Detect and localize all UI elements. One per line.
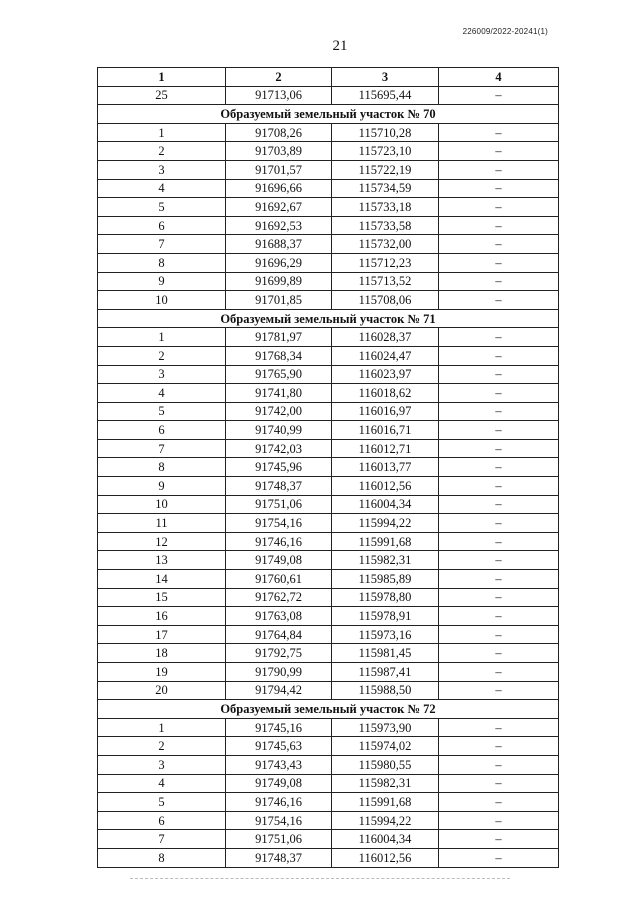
x-coordinate-cell: 91754,16 (226, 811, 332, 830)
x-coordinate-cell: 91740,99 (226, 421, 332, 440)
table-row (98, 532, 559, 551)
x-coordinate-cell: 91692,53 (226, 216, 332, 235)
column-4-cell: – (439, 235, 559, 254)
y-coordinate-cell: 115982,31 (332, 551, 439, 570)
point-number-cell: 14 (98, 570, 226, 589)
table-row (98, 495, 559, 514)
point-number-cell: 16 (98, 607, 226, 626)
y-coordinate-cell: 115991,68 (332, 532, 439, 551)
table-row (98, 123, 559, 142)
y-coordinate-cell: 116023,97 (332, 365, 439, 384)
point-number-cell: 7 (98, 830, 226, 849)
table-row (98, 514, 559, 533)
table-row (98, 644, 559, 663)
y-coordinate-cell: 116024,47 (332, 346, 439, 365)
y-coordinate-cell: 116012,56 (332, 477, 439, 496)
point-number-cell: 6 (98, 421, 226, 440)
column-4-cell: – (439, 216, 559, 235)
y-coordinate-cell: 115980,55 (332, 755, 439, 774)
x-coordinate-cell: 91746,16 (226, 793, 332, 812)
table-row (98, 848, 559, 867)
column-4-cell: – (439, 532, 559, 551)
y-coordinate-cell: 115722,19 (332, 160, 439, 179)
y-coordinate-cell: 115723,10 (332, 142, 439, 161)
x-coordinate-cell: 91765,90 (226, 365, 332, 384)
x-coordinate-cell: 91745,96 (226, 458, 332, 477)
column-4-cell: – (439, 848, 559, 867)
column-4-cell: – (439, 644, 559, 663)
column-4-cell: – (439, 384, 559, 403)
point-number-cell: 5 (98, 198, 226, 217)
table-row (98, 681, 559, 700)
x-coordinate-cell: 91751,06 (226, 830, 332, 849)
point-number-cell: 15 (98, 588, 226, 607)
column-4-cell: – (439, 328, 559, 347)
x-coordinate-cell: 91688,37 (226, 235, 332, 254)
point-number-cell: 10 (98, 495, 226, 514)
point-number-cell: 2 (98, 346, 226, 365)
x-coordinate-cell: 91748,37 (226, 848, 332, 867)
page-number: 21 (332, 38, 348, 54)
table-row (98, 346, 559, 365)
y-coordinate-cell: 115712,23 (332, 253, 439, 272)
point-number-cell: 1 (98, 718, 226, 737)
table-row (98, 384, 559, 403)
x-coordinate-cell: 91760,61 (226, 570, 332, 589)
point-number-cell: 3 (98, 160, 226, 179)
column-4-cell: – (439, 86, 559, 105)
point-number-cell: 1 (98, 328, 226, 347)
x-coordinate-cell: 91748,37 (226, 477, 332, 496)
x-coordinate-cell: 91749,08 (226, 774, 332, 793)
column-4-cell: – (439, 514, 559, 533)
header-col-3: 3 (332, 68, 439, 87)
y-coordinate-cell: 115710,28 (332, 123, 439, 142)
point-number-cell: 4 (98, 384, 226, 403)
y-coordinate-cell: 115973,90 (332, 718, 439, 737)
column-4-cell: – (439, 551, 559, 570)
point-number-cell: 1 (98, 123, 226, 142)
table-row (98, 570, 559, 589)
point-number-cell: 2 (98, 142, 226, 161)
x-coordinate-cell: 91696,66 (226, 179, 332, 198)
table-row (98, 235, 559, 254)
column-4-cell: – (439, 365, 559, 384)
y-coordinate-cell: 115987,41 (332, 663, 439, 682)
coordinates-table (97, 67, 559, 868)
x-coordinate-cell: 91792,75 (226, 644, 332, 663)
column-4-cell: – (439, 588, 559, 607)
table-row (98, 402, 559, 421)
table-row (98, 625, 559, 644)
y-coordinate-cell: 115978,91 (332, 607, 439, 626)
y-coordinate-cell: 115734,59 (332, 179, 439, 198)
point-number-cell: 4 (98, 774, 226, 793)
section-title: Образуемый земельный участок № 71 (98, 309, 559, 328)
x-coordinate-cell: 91699,89 (226, 272, 332, 291)
x-coordinate-cell: 91708,26 (226, 123, 332, 142)
column-4-cell: – (439, 421, 559, 440)
table-header (98, 68, 559, 87)
point-number-cell: 13 (98, 551, 226, 570)
table-row (98, 607, 559, 626)
column-4-cell: – (439, 830, 559, 849)
column-4-cell: – (439, 607, 559, 626)
point-number-cell: 5 (98, 402, 226, 421)
y-coordinate-cell: 115982,31 (332, 774, 439, 793)
column-4-cell: – (439, 755, 559, 774)
table-row (98, 811, 559, 830)
table-row (98, 477, 559, 496)
column-4-cell: – (439, 291, 559, 310)
table-row (98, 328, 559, 347)
table-row (98, 458, 559, 477)
x-coordinate-cell: 91742,00 (226, 402, 332, 421)
table-row (98, 774, 559, 793)
y-coordinate-cell: 115994,22 (332, 514, 439, 533)
y-coordinate-cell: 115994,22 (332, 811, 439, 830)
column-4-cell: – (439, 718, 559, 737)
y-coordinate-cell: 115733,58 (332, 216, 439, 235)
y-coordinate-cell: 116012,71 (332, 439, 439, 458)
table-row (98, 216, 559, 235)
column-4-cell: – (439, 774, 559, 793)
point-number-cell: 8 (98, 253, 226, 272)
section-header-row (98, 700, 559, 719)
column-4-cell: – (439, 346, 559, 365)
x-coordinate-cell: 91754,16 (226, 514, 332, 533)
point-number-cell: 7 (98, 439, 226, 458)
point-number-cell: 8 (98, 848, 226, 867)
y-coordinate-cell: 116016,97 (332, 402, 439, 421)
column-4-cell: – (439, 198, 559, 217)
y-coordinate-cell: 115991,68 (332, 793, 439, 812)
y-coordinate-cell: 115733,18 (332, 198, 439, 217)
point-number-cell: 3 (98, 755, 226, 774)
x-coordinate-cell: 91794,42 (226, 681, 332, 700)
x-coordinate-cell: 91763,08 (226, 607, 332, 626)
y-coordinate-cell: 115978,80 (332, 588, 439, 607)
x-coordinate-cell: 91692,67 (226, 198, 332, 217)
header-col-4: 4 (439, 68, 559, 87)
x-coordinate-cell: 91781,97 (226, 328, 332, 347)
y-coordinate-cell: 115708,06 (332, 291, 439, 310)
table-row (98, 160, 559, 179)
point-number-cell: 5 (98, 793, 226, 812)
y-coordinate-cell: 115713,52 (332, 272, 439, 291)
y-coordinate-cell: 115974,02 (332, 737, 439, 756)
table-row (98, 718, 559, 737)
x-coordinate-cell: 91713,06 (226, 86, 332, 105)
column-4-cell: – (439, 625, 559, 644)
column-4-cell: – (439, 253, 559, 272)
table-row (98, 551, 559, 570)
x-coordinate-cell: 91751,06 (226, 495, 332, 514)
table-row (98, 663, 559, 682)
column-4-cell: – (439, 681, 559, 700)
point-number-cell: 4 (98, 179, 226, 198)
point-number-cell: 9 (98, 272, 226, 291)
point-number-cell: 9 (98, 477, 226, 496)
footer-scan-line (130, 878, 510, 880)
header-row (98, 68, 559, 87)
table-row (98, 86, 559, 105)
y-coordinate-cell: 115732,00 (332, 235, 439, 254)
section-header-row (98, 105, 559, 124)
y-coordinate-cell: 116013,77 (332, 458, 439, 477)
column-4-cell: – (439, 495, 559, 514)
x-coordinate-cell: 91742,03 (226, 439, 332, 458)
column-4-cell: – (439, 477, 559, 496)
x-coordinate-cell: 91746,16 (226, 532, 332, 551)
table-row (98, 439, 559, 458)
point-number-cell: 2 (98, 737, 226, 756)
point-number-cell: 25 (98, 86, 226, 105)
point-number-cell: 8 (98, 458, 226, 477)
table-row (98, 179, 559, 198)
table-row (98, 793, 559, 812)
y-coordinate-cell: 116004,34 (332, 495, 439, 514)
column-4-cell: – (439, 737, 559, 756)
point-number-cell: 6 (98, 216, 226, 235)
table-row (98, 365, 559, 384)
point-number-cell: 19 (98, 663, 226, 682)
y-coordinate-cell: 116012,56 (332, 848, 439, 867)
point-number-cell: 7 (98, 235, 226, 254)
column-4-cell: – (439, 142, 559, 161)
column-4-cell: – (439, 570, 559, 589)
header-col-2: 2 (226, 68, 332, 87)
x-coordinate-cell: 91701,85 (226, 291, 332, 310)
x-coordinate-cell: 91764,84 (226, 625, 332, 644)
x-coordinate-cell: 91703,89 (226, 142, 332, 161)
header-col-1: 1 (98, 68, 226, 87)
y-coordinate-cell: 115973,16 (332, 625, 439, 644)
point-number-cell: 20 (98, 681, 226, 700)
column-4-cell: – (439, 458, 559, 477)
table-row (98, 142, 559, 161)
point-number-cell: 17 (98, 625, 226, 644)
y-coordinate-cell: 116028,37 (332, 328, 439, 347)
column-4-cell: – (439, 402, 559, 421)
x-coordinate-cell: 91762,72 (226, 588, 332, 607)
table-row (98, 588, 559, 607)
document-registration-number: 226009/2022-20241(1) (462, 27, 548, 36)
point-number-cell: 12 (98, 532, 226, 551)
point-number-cell: 10 (98, 291, 226, 310)
point-number-cell: 18 (98, 644, 226, 663)
point-number-cell: 3 (98, 365, 226, 384)
y-coordinate-cell: 115695,44 (332, 86, 439, 105)
table-row (98, 737, 559, 756)
table-row (98, 198, 559, 217)
table-row (98, 272, 559, 291)
point-number-cell: 11 (98, 514, 226, 533)
x-coordinate-cell: 91790,99 (226, 663, 332, 682)
column-4-cell: – (439, 793, 559, 812)
point-number-cell: 6 (98, 811, 226, 830)
x-coordinate-cell: 91745,63 (226, 737, 332, 756)
column-4-cell: – (439, 179, 559, 198)
x-coordinate-cell: 91701,57 (226, 160, 332, 179)
column-4-cell: – (439, 160, 559, 179)
x-coordinate-cell: 91745,16 (226, 718, 332, 737)
column-4-cell: – (439, 663, 559, 682)
table-body (98, 86, 559, 867)
x-coordinate-cell: 91749,08 (226, 551, 332, 570)
y-coordinate-cell: 116018,62 (332, 384, 439, 403)
column-4-cell: – (439, 272, 559, 291)
column-4-cell: – (439, 439, 559, 458)
table-row (98, 421, 559, 440)
y-coordinate-cell: 115988,50 (332, 681, 439, 700)
y-coordinate-cell: 115981,45 (332, 644, 439, 663)
table-row (98, 830, 559, 849)
section-title: Образуемый земельный участок № 72 (98, 700, 559, 719)
section-header-row (98, 309, 559, 328)
y-coordinate-cell: 116016,71 (332, 421, 439, 440)
x-coordinate-cell: 91743,43 (226, 755, 332, 774)
column-4-cell: – (439, 123, 559, 142)
y-coordinate-cell: 116004,34 (332, 830, 439, 849)
table-row (98, 253, 559, 272)
x-coordinate-cell: 91696,29 (226, 253, 332, 272)
y-coordinate-cell: 115985,89 (332, 570, 439, 589)
section-title: Образуемый земельный участок № 70 (98, 105, 559, 124)
table-row (98, 755, 559, 774)
column-4-cell: – (439, 811, 559, 830)
table-row (98, 291, 559, 310)
x-coordinate-cell: 91768,34 (226, 346, 332, 365)
x-coordinate-cell: 91741,80 (226, 384, 332, 403)
